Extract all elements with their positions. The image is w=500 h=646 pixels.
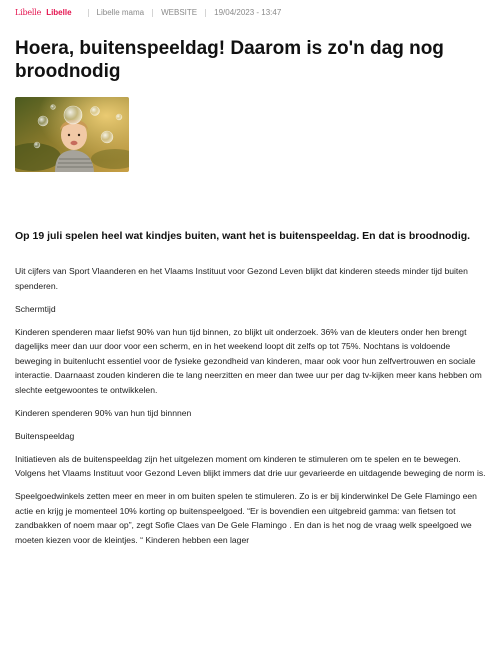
section-link[interactable]: Libelle mama <box>96 8 145 17</box>
subheading-schermtijd: Schermtijd <box>15 303 56 314</box>
meta-divider <box>152 9 153 17</box>
article-hero-image[interactable] <box>15 97 129 172</box>
brand-link[interactable]: Libelle <box>46 8 72 17</box>
subheading-buitenspeeldag: Buitenspeeldag <box>15 430 75 441</box>
category-link[interactable]: WEBSITE <box>161 8 198 17</box>
article-meta <box>15 8 485 17</box>
paragraph: Initiatieven als de buitenspeeldag zijn het uitgelezen moment om kinderen te stimuleren om te spelen en te bewegen. Volgens het Vlaams Instituut voor Gezond Leven blijkt immers dat drie uur gevarieerde en uitdagende beweging de norm is. <box>15 453 486 478</box>
pull-quote: Kinderen spenderen 90% van hun tijd binnnen <box>15 407 192 418</box>
article-lead: Op 19 juli spelen heel wat kindjes buiten, want het is buitenspeeldag. En dat is broodnodig. <box>15 230 471 242</box>
paragraph: Uit cijfers van Sport Vlaanderen en het Vlaams Instituut voor Gezond Leven blijkt dat kinderen steeds minder tijd buiten spenderen. <box>15 266 468 291</box>
publish-timestamp: 19/04/2023 - 13:47 <box>214 8 282 17</box>
article-body <box>15 264 487 584</box>
meta-divider <box>205 9 206 17</box>
content-fade-overlay <box>0 566 500 588</box>
libelle-logo[interactable]: Libelle <box>15 8 42 17</box>
paragraph: Kinderen spenderen maar liefst 90% van hun tijd binnen, zo blijkt uit onderzoek. 36% van de kleuters onder hen brengt dagelijks meer dan uur door voor een scherm, en in het weekend loopt dit zelfs op tot 75%. Nochtans is voldoende beweging in buitenlucht essentiel voor de fysieke gezondheid van kinderen, maar ook voor hun zelfvertrouwen en sociale interactie. Daarnaast zouden kinderen die te lang neerzitten en meer dan twee uur per dag tv-kijken meer kans hebben om slechte eetgewoontes te ontwikkelen. <box>15 326 482 395</box>
child-with-bubbles-photo <box>15 97 129 172</box>
article-title: Hoera, buitenspeeldag! Daarom is zo'n dag nog broodnodig <box>15 38 444 82</box>
paragraph: Speelgoedwinkels zetten meer en meer in om buiten spelen te stimuleren. Zo is er bij kinderwinkel De Gele Flamingo een actie en krijg je momenteel 10% korting op buitenspeelgoed. “Er is bovendien een uitgebreid gamma: van fietsen tot zandbakken of noem maar op”, zegt Sofie Claes van De Gele Flamingo . En dan is het nog de vraag welk speelgoed we moeten kiezen voor de kleintjes. “ Kinderen hebben een lager <box>15 491 477 545</box>
meta-divider <box>88 9 89 17</box>
